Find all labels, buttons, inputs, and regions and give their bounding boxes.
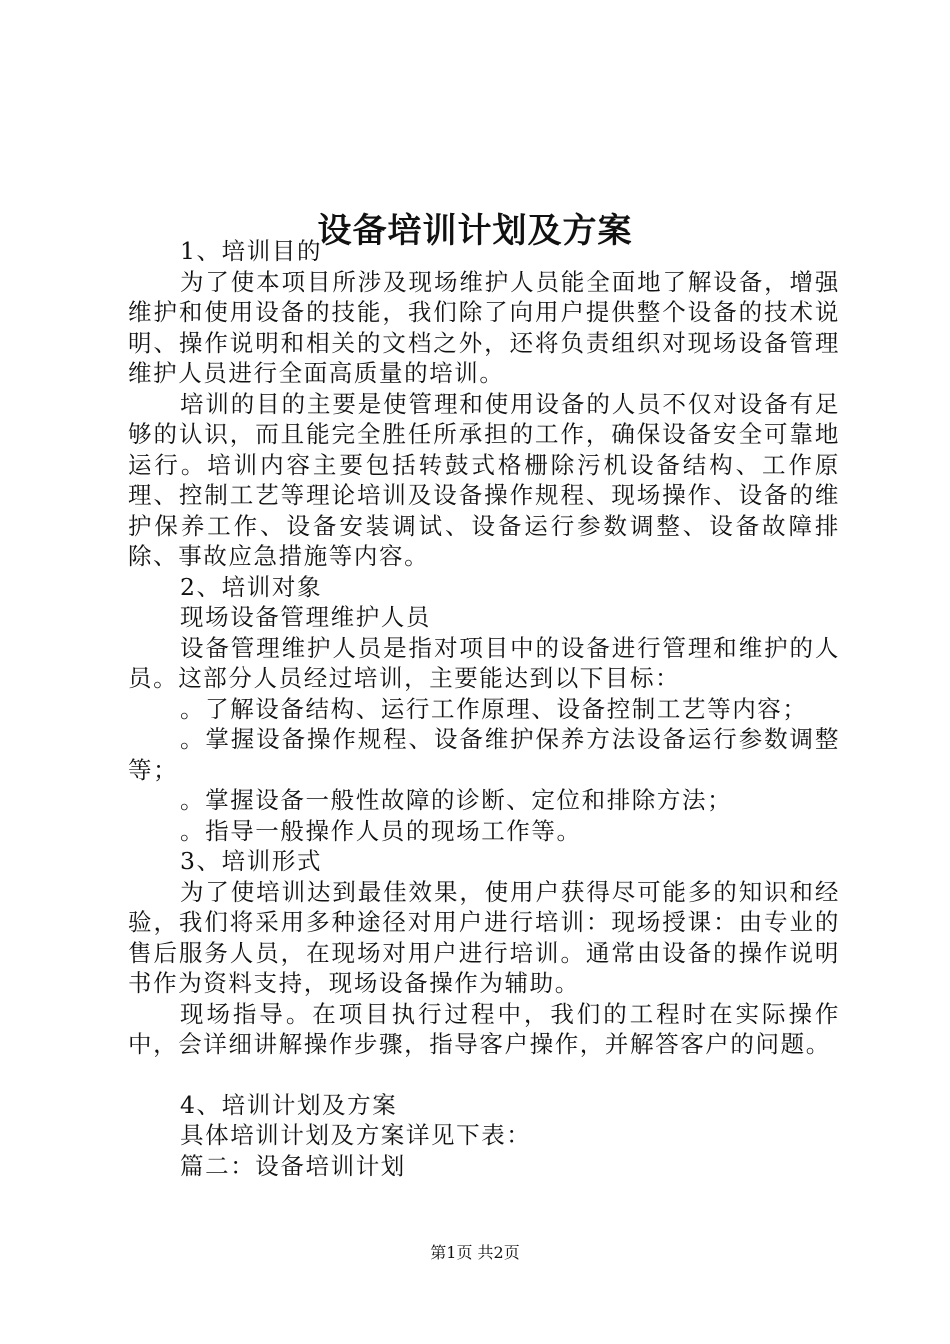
list-item-goal-1: 。了解设备结构、运行工作原理、设备控制工艺等内容；	[180, 694, 808, 723]
paragraph-purpose-2: 培训的目的主要是使管理和使用设备的人员不仅对设备有足够的认识，而且能完全胜任所承担的工作，确保设备安全可靠地运行。培训内容主要包括转鼓式格栅除污机设备结构、工作原理、控制工艺等理论培训及设备操作规程、现场操作、设备的维护保养工作、设备安装调试、设备运行参数调整、设备故障排除、事故应急措施等内容。	[128, 389, 840, 570]
list-item-goal-2: 。掌握设备操作规程、设备维护保养方法设备运行参数调整等；	[128, 725, 840, 784]
paragraph-part-two: 篇二：设备培训计划	[180, 1151, 406, 1180]
paragraph-audience-name: 现场设备管理维护人员	[180, 603, 431, 631]
list-item-goal-3: 。掌握设备一般性故障的诊断、定位和排除方法；	[180, 786, 733, 814]
section-heading-purpose: 1、培训目的	[180, 237, 323, 265]
paragraph-format-1: 为了使培训达到最佳效果，使用户获得尽可能多的知识和经验，我们将采用多种途径对用户进行培训：现场授课：由专业的售后服务人员，在现场对用户进行培训。通常由设备的操作说明书作为资料支持，现场设备操作为辅助。	[128, 877, 840, 997]
section-heading-format: 3、培训形式	[180, 847, 323, 875]
section-heading-audience: 2、培训对象	[180, 572, 323, 601]
paragraph-plan-1: 具体培训计划及方案详见下表：	[180, 1121, 532, 1149]
section-heading-plan: 4、培训计划及方案	[180, 1090, 398, 1119]
paragraph-purpose-1: 为了使本项目所涉及现场维护人员能全面地了解设备，增强维护和使用设备的技能，我们除了向用户提供整个设备的技术说明、操作说明和相关的文档之外，还将负责组织对现场设备管理维护人员进行全面高质量的培训。	[128, 267, 840, 387]
document-body	[128, 236, 840, 1181]
paragraph-format-2: 现场指导。在项目执行过程中，我们的工程时在实际操作中，会详细讲解操作步骤，指导客户操作，并解答客户的问题。	[128, 999, 840, 1058]
list-item-goal-4: 。指导一般操作人员的现场工作等。	[180, 816, 582, 845]
page-footer: 第1页 共2页	[430, 1243, 520, 1262]
document-title: 设备培训计划及方案	[317, 210, 633, 251]
paragraph-audience-desc: 设备管理维护人员是指对项目中的设备进行管理和维护的人员。这部分人员经过培训，主要能达到以下目标：	[128, 633, 840, 692]
